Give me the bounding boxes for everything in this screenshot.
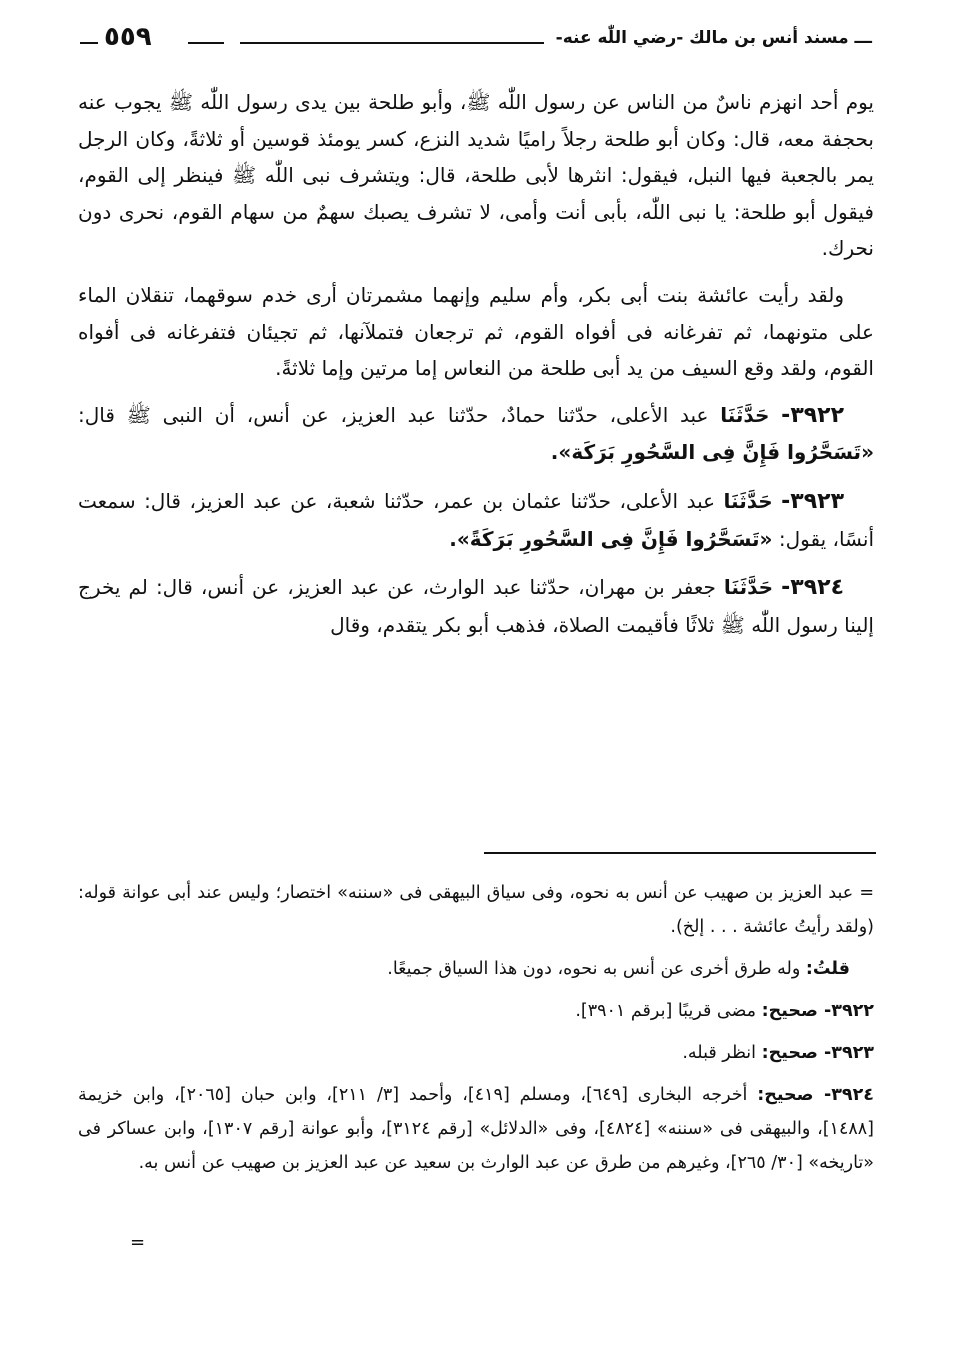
footnote <box>78 1078 874 1180</box>
hadith-isnad: عبد الأعلى، حدّثنا حمادٌ، حدّثنا عبد العزيز، عن أنس، أن النبى ﷺ قال: <box>78 402 709 427</box>
footnote-text: انظر قبله. <box>682 1043 757 1063</box>
footnote-text: أخرجه البخارى [٦٤٩]، ومسلم [٤١٩]، وأحمد [٣/ ٢١١]، وابن حبان [٢٠٦٥]، وابن خزيمة [١٤٨٨]، والبيهقى فى «سننه» [٤٨٢٤]، وفى «الدلائل» [رقم ٣١٢٤]، وأبو عوانة [رقم ١٣٠٧]، وابن عساكر فى «تاريخه» [٣٠/ ٢٦٥]، وغيرهم من طرق عن عبد الوارث بن سعيد عن عبد العزيز بن صهيب عن أنس به. <box>78 1085 874 1173</box>
page-number: ٥٥٩ <box>104 22 152 52</box>
hadith-isnad: جعفر بن مهران، حدّثنا عبد الوارث، عن عبد العزيز، عن أنس، قال: لم يخرج إلينا رسول اللّٰه ﷺ ثلاثًا فأقيمت الصلاة، فذهب أبو بكر يتقدم، وقال <box>78 575 874 637</box>
footnote <box>78 1036 874 1070</box>
footnote-text: وله طرق أخرى عن أنس به نحوه، دون هذا السياق جميعًا. <box>387 959 801 979</box>
header-title: ـــ مسند أنس بن مالك -رضي اللّٰه عنه- <box>555 28 872 48</box>
header-dash-left <box>80 42 98 44</box>
hadith-matn: «تَسَحَّرُوا فَإِنَّ فِى السَّحُورِ بَرَكَة». <box>550 440 874 465</box>
hadith-3923 <box>78 483 874 557</box>
hadith-lead: حَدَّثَنَا <box>720 402 770 427</box>
footnotes <box>78 876 874 1188</box>
hadith-lead: حَدَّثَنَا <box>723 488 773 513</box>
hadith-lead: حَدَّثَنَا <box>723 575 774 600</box>
hadith-number: ٣٩٢٣- <box>781 488 844 514</box>
hadith-isnad: عبد الأعلى، حدّثنا عثمان بن عمر، حدّثنا شعبة، عن عبد العزيز، قال: سمعت أنسًا، يقول: <box>78 488 874 551</box>
footnote <box>78 994 874 1028</box>
hadith-number: ٣٩٢٢- <box>781 402 845 428</box>
hadith-3924 <box>78 569 874 643</box>
main-text <box>78 84 874 655</box>
paragraph: ولقد رأيت عائشة بنت أبى بكر، وأم سليم وإنهما مشمرتان أرى خدم سوقهما، تنقلان الماء على متونهما، ثم تفرغانه فى أفواه القوم، ثم ترجعان فتملآنها، ثم تجيئان فتفرغانه فى أفواه القوم، ولقد وقع السيف من يد أبى طلحة من النعاس إما مرتين وإما ثلاثةً. <box>78 282 874 381</box>
footnote-label: ٣٩٢٤- صحيح: <box>757 1085 874 1105</box>
footnote-text: مضى قريبًا [برقم ٣٩٠١]. <box>575 1001 757 1021</box>
hadith-matn: «تَسَحَّرُوا فَإِنَّ فِى السَّحُورِ بَرَكَةً». <box>449 526 773 551</box>
hadith-number: ٣٩٢٤- <box>781 575 844 601</box>
paragraph: يوم أحد انهزم ناسٌ من الناس عن رسول اللّٰه ﷺ، وأبو طلحة بين يدى رسول اللّٰه ﷺ يجوب عنه بحجفة معه، قال: وكان أبو طلحة رجلاً راميًا شديد النزع، كسر يومئذ قوسين أو ثلاثةً، وكان الرجل يمر بالجعبة فيها النبل، فيقول: انثرها لأبى طلحة، قال: ويتشرف نبى اللّٰه ﷺ فينظر إلى القوم، فيقول أبو طلحة: يا نبى اللّٰه، بأبى أنت وأمى، لا تشرف يصبك سهمٌ من سهام القوم، نحرى دون نحرك. <box>78 90 874 261</box>
footnote <box>78 952 874 986</box>
header-dash <box>188 42 224 44</box>
footnote-label: ٣٩٢٢- صحيح: <box>761 1001 874 1021</box>
hadith-3922 <box>78 397 874 471</box>
running-header <box>80 22 872 62</box>
continuation-mark: = <box>130 1232 146 1253</box>
footnote-separator <box>484 852 876 854</box>
footnote: = عبد العزيز بن صهيب عن أنس به نحوه، وفى سياق البيهقى فى «سننه» اختصار؛ وليس عند أبى عوانة قوله: (ولقد رأيتُ عائشة . . . إلخ). <box>78 883 874 937</box>
footnote-label: ٣٩٢٣- صحيح: <box>761 1043 874 1063</box>
footnote-label: قلتُ: <box>805 959 850 979</box>
header-rule <box>240 42 544 44</box>
